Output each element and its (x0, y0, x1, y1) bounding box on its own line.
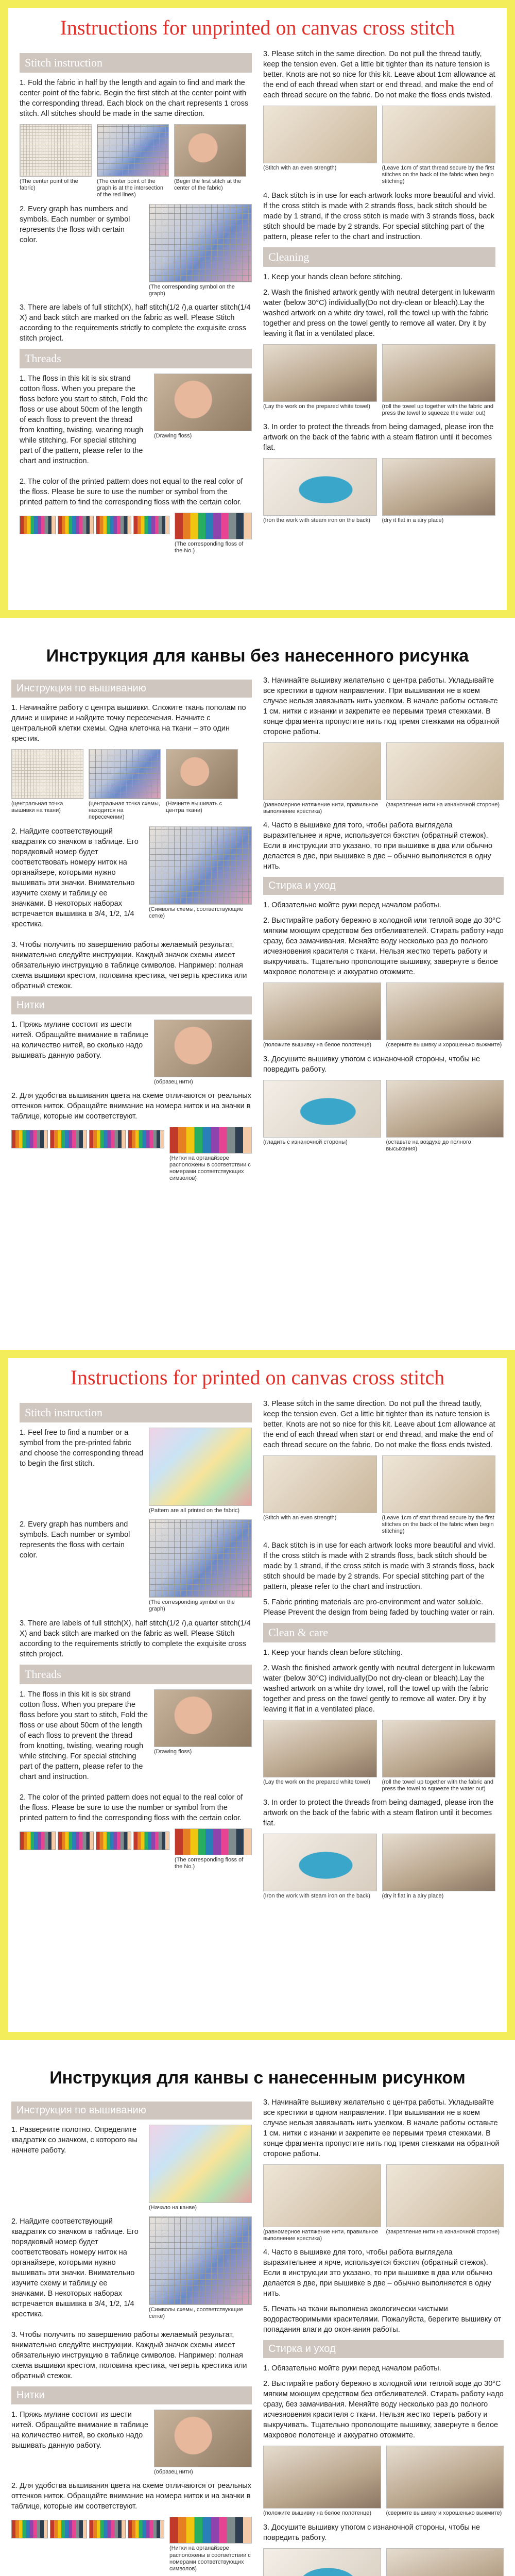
caption: (закрепление нити на изнаночной стороне) (386, 802, 500, 808)
paragraph: 3. Чтобы получить по завершению работы желаемый результат, внимательно следуйте инструкции. Каждый значок схемы имеет обязательную инструкцию в таблице символов. Например: полная схема вышивки крестом, половина крестика, четверть крестика или обратный стежок. (11, 2331, 247, 2381)
caption: (dry it flat in a airy place) (382, 517, 444, 523)
caption: (Stitch with an even strength) (263, 1515, 337, 1521)
caption: (центральная точка схемы, находится на пересечении) (89, 801, 160, 821)
iron-image (263, 1080, 381, 1138)
caption: (Stitch with an even strength) (263, 165, 337, 171)
caption: (Iron the work with steam iron on the back) (263, 517, 370, 523)
drawing-floss-image (154, 1689, 252, 1747)
paragraph: 2. The color of the printed pattern does not equal to the real color of the floss. Please be sure to use the number or symbol from the printed pattern to find the corresponding floss with the certain color. (20, 477, 243, 506)
paragraph: 2. Wash the finished artwork gently with neutral detergent in lukewarm water (below 30°C) individually(Do not dry-clean or bleach).Lay the washed artwork on a white dry towel, roll the towel up with the fabric together and press on the towel gently to remove all water. Dry it by leaving it flat in a ventilated place. (263, 1664, 495, 1714)
even-stitch-image (263, 2164, 381, 2227)
symbol-chart-image (149, 204, 252, 282)
thread-secure-image (386, 2164, 504, 2227)
left-column (20, 49, 252, 560)
first-stitch-image (166, 749, 238, 799)
roll-towel-image (382, 344, 496, 402)
sheet-unprinted-en (0, 0, 515, 618)
paragraph: 3. Досушите вышивку утюгом с изнаночной стороны, чтобы не повредить работу. (263, 1055, 480, 1074)
caption: (Lay the work on the prepared white towel) (263, 1778, 370, 1785)
paragraph: 5. Fabric printing materials are pro-environment and water soluble. Please Prevent the design from being faded by touching water or rain. (263, 1598, 494, 1617)
caption: (The corresponding floss of the No.) (175, 540, 244, 554)
paragraph: 1. Обязательно мойте руки перед началом работы. (263, 901, 441, 910)
caption: (Lay the work on the prepared white towel) (263, 403, 370, 410)
caption: (The corresponding floss of the No.) (175, 1856, 244, 1870)
caption: (roll the towel up together with the fabric and press the towel to squeeze the water out) (382, 403, 493, 416)
paragraph: 1. Обязательно мойте руки перед началом работы. (263, 2364, 441, 2373)
paragraph: 2. Every graph has numbers and symbols. Each number or symbol represents the floss with certain color. (20, 1520, 130, 1560)
section-heading: Инструкция по вышиванию (11, 2102, 252, 2120)
section-heading: Стирка и уход (263, 877, 504, 895)
paragraph: 2. Для удобства вышивания цвета на схеме отличаются от реальных оттенков ниток. Обращайте внимание на номера ниток и на значки в таблице, которые им соответствуют. (11, 1091, 251, 1121)
section-heading: Стирка и уход (263, 2340, 504, 2358)
caption: (Drawing floss) (154, 432, 192, 439)
paragraph: 3. Please stitch in the same direction. Do not pull the thread tautly, keep the tension even. Get a little bit tighter than its nature tension is better. Knots are not so nice for this kit. Leave about 1cm allowance at the end of each thread when start or end thread, and make the end of each thread secure on the fabric. Do not make the floss ends twisted. (263, 50, 495, 99)
caption: (равномерное натяжение нити, правильное выполнение крестика) (263, 2229, 379, 2242)
paragraph: 2. Выстирайте работу бережно в холодной или теплой воде до 30°С мягким моющим средством без отбеливателей. Стирать работу надо сразу, без замачивания. Меняйте воду несколько раз до полного исчезновения красителя с ткани. Нельзя жестко тереть работу и выкручивать. Тщательно прополощите вышивку, завернуте в белое махровое полотенце и аккуратно отожмите. (263, 2380, 504, 2440)
fabric-center-image (20, 124, 92, 177)
caption: (roll the towel up together with the fabric and press the towel to squeeze the water out) (382, 1778, 493, 1792)
caption: (Iron the work with steam iron on the back) (263, 1892, 370, 1899)
section-heading: Cleaning (263, 247, 495, 267)
section-heading: Stitch instruction (20, 53, 252, 73)
sheet-title: Instructions for unprinted on canvas cross stitch (60, 16, 455, 39)
paragraph: 3. Please stitch in the same direction. Do not pull the thread tautly, keep the tension even. Get a little bit tighter than its nature tension is better. Knots are not so nice for this kit. Leave about 1cm allowance at the end of each thread when start or end thread, and make the end of each thread secure on the fabric. Do not make the floss ends twisted. (263, 1400, 495, 1449)
paragraph: 4. Back stitch is in use for each artwork looks more beautiful and vivid. If the cross stitch is made with 2 strands floss, back stitch should be made by 1 strand, if the cross stitch is made with 3 strands floss, back stitch should be made by 2 strands. For special stitching part of the pattern, please refer to the chart and instruction. (263, 1541, 495, 1591)
paragraph: 2. Найдите соответствующий квадратик со значком в таблице. Его порядковый номер будет соответствовать номеру ниток на органайзере, которыми нужно вышивать эти значки. Внимательно изучите схему и таблицу ее значками. В некоторых наборах встречается вышивка в 3/4, 1/2, 1/4 крестика. (11, 2217, 139, 2319)
floss-organizer-image (169, 2517, 252, 2544)
thread-secure-image (382, 106, 496, 163)
paragraph: 1. The floss in this kit is six strand cotton floss. When you prepare the floss before you start to stitch, Fold the floss or use about 50cm of the length of each floss to prevent the thread from knotting, twisting, wearing rough while stitching. For special stitching part of the pattern, please refer to the chart and instruction. (20, 1690, 148, 1781)
even-stitch-image (263, 1455, 377, 1513)
caption: (сверните вышивку и хорошенько выжмите) (386, 1042, 502, 1048)
caption: (Символы схемы, соответствующие сетке) (149, 2307, 244, 2320)
paragraph: 1. Keep your hands clean before stitching. (263, 273, 403, 281)
dry-flat-image (386, 1080, 504, 1138)
paragraph: 4. Часто в вышивке для того, чтобы работа выглядела выразительнее и ярче, используется бэкстич (обратный стежок). Если в инструкции это указано, то при вышивке в два или обычно делается в две, при вышивке в две – обычно выполняется в одну нить. (263, 2248, 493, 2298)
sheet-title: Инструкция для канвы без нанесенного рисунка (46, 646, 469, 666)
caption: (Pattern are all printed on the fabric) (149, 1507, 240, 1514)
thread-secure-image (382, 1455, 496, 1513)
paragraph: 3. Начинайте вышивку желательно с центра работы. Укладывайте все крестики в одном направлении. При вышивании не в коем случае нельзя завязывать нить узелком. В начале работы оставьте 1 см. нитки с изнанки и закрепите ее первыми тремя стежками. В конце фрагмента пропустите нить под тремя стежками на обратной стороне работы. (263, 2098, 500, 2158)
left-column (20, 1399, 252, 1905)
fabric-center-image (11, 749, 83, 799)
caption: (Символы схемы, соответствующие сетке) (149, 906, 244, 919)
even-stitch-image (263, 106, 377, 163)
paragraph: 3. Чтобы получить по завершению работы желаемый результат, внимательно следуйте инструкции. Каждый значок схемы имеет обязательную инструкцию в таблице символов. Например: полная схема вышивки крестом, половина крестика, четверть крестика или обратный стежок. (11, 940, 247, 990)
paragraph: 3. Начинайте вышивку желательно с центра работы. Укладывайте все крестики в одном направлении. При вышивании не в коем случае нельзя завязывать нить узелком. В начале работы оставьте 1 см. нитки с изнанки и закрепите ее первыми тремя стежками. В конце фрагмента пропустите нить под тремя стежками на обратной стороне работы. (263, 676, 500, 736)
caption: (Начните вышивать с центра ткани) (166, 801, 222, 814)
caption: (The center point of the graph is at the intersection of the red lines) (97, 178, 164, 198)
paragraph: 2. Найдите соответствующий квадратик со значком в таблице. Его порядковый номер будет соответствовать номеру ниток на органайзере, которыми нужно вышивать эти значки. Внимательно изучите схему и таблицу ее значками. В некоторых наборах встречается вышивка в 3/4, 1/2, 1/4 крестика. (11, 827, 139, 928)
even-stitch-image (263, 742, 381, 800)
floss-organizer-image (175, 513, 252, 539)
right-column (263, 49, 495, 560)
caption: (Drawing floss) (154, 1748, 192, 1755)
right-column (263, 1399, 495, 1905)
paragraph: 1. Пряжь мулине состоит из шести нитей. Обращайте внимание в таблице на количество нитей, во сколько надо вышивать данную работу. (11, 2411, 148, 2450)
caption: (Begin the first stitch at the center of the fabric) (174, 178, 242, 192)
paragraph: 2. Выстирайте работу бережно в холодной или теплой воде до 30°С мягким моющим средством без отбеливателей. Стирать работу надо сразу, без замачивания. Меняйте воду несколько раз до полного исчезновения красителя с ткани. Нельзя жестко тереть работу и выкручивать. Тщательно прополощите вышивку, завернуте в белое махровое полотенце и аккуратно отожмите. (263, 917, 504, 977)
section-heading: Clean & care (263, 1623, 495, 1642)
caption: (The corresponding symbol on the graph) (149, 1599, 235, 1613)
caption: (образец нити) (154, 2469, 193, 2476)
right-column (263, 2097, 504, 2576)
caption: (The corresponding symbol on the graph) (149, 283, 235, 297)
section-heading: Stitch instruction (20, 1403, 252, 1422)
left-column (11, 2097, 252, 2576)
floss-strip (11, 1130, 164, 1148)
caption: (Leave 1cm of start thread secure by the first stitches on the back of the fabric when begin stitching) (382, 165, 494, 185)
drawing-floss-image (154, 1020, 252, 1077)
paragraph: 3. In order to protect the threads from being damaged, please iron the artwork on the back of the fabric with a steam flatiron until it becomes flat. (263, 422, 494, 452)
graph-center-image (89, 749, 161, 799)
left-column (11, 675, 252, 1188)
symbol-chart-image (149, 1519, 252, 1598)
paragraph: 1. Пряжь мулине состоит из шести нитей. Обращайте внимание в таблице на количество нитей, во сколько надо вышивать данную работу. (11, 1020, 148, 1060)
iron-image (263, 458, 377, 516)
sheet-unprinted-ru (0, 639, 515, 1329)
iron-image (263, 1834, 377, 1891)
drawing-floss-image (154, 2410, 252, 2467)
first-stitch-image (174, 124, 246, 177)
caption: (закрепление нити на изнаночной стороне) (386, 2229, 500, 2235)
floss-organizer-image (175, 1828, 252, 1855)
floss-organizer-image (169, 1127, 252, 1154)
paragraph: 1. The floss in this kit is six strand cotton floss. When you prepare the floss before you start to stitch, Fold the floss or use about 50cm of the length of each floss to prevent the thread from knotting, twisting, wearing rough while stitching. For special stitching part of the pattern, please refer to the chart and instruction. (20, 374, 148, 465)
floss-strip (20, 516, 169, 534)
symbol-chart-image (149, 826, 252, 905)
roll-towel-image (386, 982, 504, 1040)
caption: (положите вышивку на белое полотенце) (263, 1042, 372, 1048)
caption: (равномерное натяжение нити, правильное выполнение крестика) (263, 802, 379, 815)
printed-fabric-image (149, 2125, 252, 2203)
caption: (Начало на канве) (149, 2205, 197, 2211)
iron-image (263, 2548, 381, 2576)
towel-image (263, 1720, 377, 1777)
dry-flat-image (382, 458, 496, 516)
paragraph: 3. There are labels of full stitch(X), half stitch(1/2 /),a quarter stitch(1/4 X) and back stitch are marked on the fabric as well. Please Stitch according to the requirements strictly to complete the exquisite cross stitch project. (20, 303, 251, 343)
paragraph: 2. The color of the printed pattern does not equal to the real color of the floss. Please be sure to use the number or symbol from the printed pattern to find the corresponding floss with the certain color. (20, 1793, 243, 1822)
sheet-printed-ru (0, 2061, 515, 2576)
caption: (Leave 1cm of start thread secure by the first stitches on the back of the fabric when begin stitching) (382, 1515, 494, 1535)
caption: (гладить с изнаночной стороны) (263, 1139, 348, 1145)
paragraph: 2. Wash the finished artwork gently with neutral detergent in lukewarm water (below 30°C) individually(Do not dry-clean or bleach).Lay the washed artwork on a white dry towel, roll the towel up with the fabric together and press on the towel gently to remove all water. Dry it by leaving it flat in a ventilated place. (263, 288, 495, 338)
caption: (Нитки на органайзере расположены в соответствии с номерами соответствующих символов) (169, 2545, 251, 2572)
section-heading: Threads (20, 1665, 252, 1684)
section-heading: Инструкция по вышиванию (11, 680, 252, 698)
dry-flat-image (382, 1834, 496, 1891)
drawing-floss-image (154, 374, 252, 431)
paragraph: 5. Печать на ткани выполнена экологически чистыми водорастворимыми красителями. Пожалуйста, берегите вышивку от попадания влаги до окончания работы. (263, 2305, 502, 2334)
section-heading: Threads (20, 349, 252, 368)
paragraph: 1. Feel free to find a number or a symbol from the pre-printed fabric and choose the corresponding thread to begin the first stitch. (20, 1429, 144, 1468)
towel-image (263, 2446, 381, 2509)
paragraph: 3. In order to protect the threads from being damaged, please iron the artwork on the back of the fabric with a steam flatiron until it becomes flat. (263, 1798, 494, 1827)
caption: (центральная точка вышивки на ткани) (11, 801, 63, 814)
dry-flat-image (386, 2548, 504, 2576)
thread-secure-image (386, 742, 504, 800)
caption: (The center point of the fabric) (20, 178, 78, 192)
right-column (263, 675, 504, 1188)
caption: (образец нити) (154, 1078, 193, 1085)
paragraph: 4. Часто в вышивке для того, чтобы работа выглядела выразительнее и ярче, используется бэкстич (обратный стежок). Если в инструкции это указано, то при вышивке в два или обычно делается в две, при вышивке в две – обычно выполняется в одну нить. (263, 821, 493, 871)
caption: (сверните вышивку и хорошенько выжмите) (386, 2510, 502, 2517)
paragraph: 1. Fold the fabric in half by the length and again to find and mark the center point of the fabric. Begin the first stitch at the center point with the corresponding thread. Each block on the chart represents 1 cross stitch. All stitches should be made in the same direction. (20, 79, 249, 118)
caption: (dry it flat in a airy place) (382, 1892, 444, 1899)
roll-towel-image (382, 1720, 496, 1777)
floss-strip (20, 1832, 169, 1850)
sheet-title: Instructions for printed on canvas cross stitch (70, 1366, 445, 1389)
caption: (положите вышивку на белое полотенце) (263, 2510, 372, 2517)
towel-image (263, 344, 377, 402)
floss-strip (11, 2520, 164, 2538)
paragraph: 4. Back stitch is in use for each artwork looks more beautiful and vivid. If the cross stitch is made with 2 strands floss, back stitch should be made by 1 strand, if the cross stitch is made with 3 strands floss, back stitch should be made by 2 strands. For special stitching part of the pattern, please refer to the chart and instruction. (263, 191, 495, 241)
sheet-printed-en (0, 1350, 515, 2040)
caption: (оставьте на воздухе до полного высыхания) (386, 1139, 471, 1152)
caption: (Нитки на органайзере расположены в соответствии с номерами соответствующих символов) (169, 1155, 251, 1182)
symbol-chart-image (149, 2216, 252, 2305)
paragraph: 1. Начинайте работу с центра вышивки. Сложите ткань пополам по длине и ширине и найдите точку пересечения. Начните с центральной клетки схемы. Одна клеточка на ткани – это один крестик. (11, 704, 246, 743)
paragraph: 1. Разверните полотно. Определите квадратик со значком, с которого вы начнете работу. (11, 2126, 138, 2155)
paragraph: 3. Досушите вышивку утюгом с изнаночной стороны, чтобы не повредить работу. (263, 2523, 480, 2542)
paragraph: 3. There are labels of full stitch(X), half stitch(1/2 /),a quarter stitch(1/4 X) and back stitch are marked on the fabric as well. Please Stitch according to the requirements strictly to complete the exquisite cross stitch project. (20, 1619, 251, 1658)
section-heading: Нитки (11, 996, 252, 1014)
paragraph: 2. Для удобства вышивания цвета на схеме отличаются от реальных оттенков ниток. Обращайте внимание на номера ниток и на значки в таблице, которые им соответствуют. (11, 2482, 251, 2511)
paragraph: 2. Every graph has numbers and symbols. Each number or symbol represents the floss with certain color. (20, 205, 130, 244)
graph-center-image (97, 124, 169, 177)
roll-towel-image (386, 2446, 504, 2509)
towel-image (263, 982, 381, 1040)
printed-fabric-image (149, 1428, 252, 1506)
sheet-title: Инструкция для канвы с нанесенным рисунком (49, 2068, 466, 2088)
paragraph: 1. Keep your hands clean before stitching. (263, 1648, 403, 1657)
section-heading: Нитки (11, 2386, 252, 2404)
